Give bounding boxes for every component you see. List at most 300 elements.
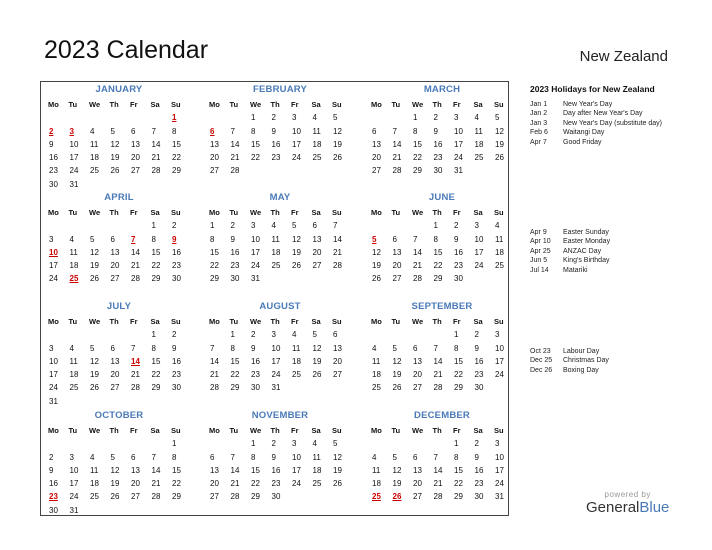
- day-cell: 4: [69, 343, 74, 353]
- day-cell: 27: [413, 383, 422, 393]
- holiday-date: Dec 25: [530, 357, 553, 365]
- day-cell: 1: [454, 439, 459, 449]
- day-cell: 27: [372, 166, 381, 176]
- day-cell: 21: [210, 370, 219, 380]
- holiday-name: Easter Sunday: [563, 229, 609, 236]
- month-grid: [206, 315, 354, 395]
- weekday-header: Th: [109, 208, 119, 217]
- empty-cell: [148, 437, 169, 450]
- day-cell: 20: [131, 479, 140, 489]
- day-cell: 25: [271, 261, 281, 271]
- weekday-header: Sa: [150, 317, 160, 326]
- day-cell: 13: [131, 139, 140, 149]
- day-cell: 24: [495, 370, 504, 380]
- weekday-header: Sa: [311, 317, 321, 326]
- day-cell: 15: [433, 247, 443, 257]
- day-cell: 6: [413, 343, 418, 353]
- day-cell: 30: [172, 383, 181, 393]
- day-cell: 17: [49, 261, 58, 271]
- day-cell: 19: [312, 356, 322, 366]
- day-cell: 22: [230, 370, 240, 380]
- holiday-date: Feb 6: [530, 129, 548, 137]
- day-cell: 1: [251, 439, 256, 449]
- day-cell: 8: [151, 234, 156, 244]
- day-cell: 5: [90, 234, 95, 244]
- day-cell: 16: [433, 139, 443, 149]
- holiday-day-cell: 14: [131, 356, 140, 366]
- day-cell: 19: [90, 370, 99, 380]
- weekday-header: Su: [171, 100, 181, 109]
- day-cell: 25: [474, 153, 484, 163]
- day-cell: 17: [292, 465, 301, 475]
- day-cell: 6: [413, 452, 418, 462]
- empty-cell: [45, 219, 66, 232]
- month-september: [368, 300, 516, 395]
- day-cell: 13: [372, 139, 381, 149]
- day-cell: 18: [69, 261, 79, 271]
- day-cell: 5: [333, 113, 338, 123]
- day-cell: 6: [110, 343, 115, 353]
- day-cell: 16: [172, 247, 181, 257]
- day-cell: 14: [413, 247, 422, 257]
- weekday-header: Fr: [130, 426, 138, 435]
- day-cell: 7: [230, 126, 235, 136]
- day-cell: 2: [474, 330, 479, 340]
- day-cell: 4: [292, 330, 297, 340]
- day-cell: 29: [210, 274, 219, 284]
- empty-cell: [107, 111, 128, 124]
- day-cell: 26: [312, 370, 322, 380]
- holidays-title: 2023 Holidays for New Zealand: [530, 84, 655, 94]
- day-cell: 19: [333, 465, 342, 475]
- empty-cell: [389, 437, 410, 450]
- day-cell: 7: [151, 452, 156, 462]
- day-cell: 7: [392, 126, 397, 136]
- day-cell: 10: [69, 465, 79, 475]
- day-cell: 23: [49, 166, 58, 176]
- day-cell: 8: [454, 452, 459, 462]
- weekday-header: Fr: [453, 317, 461, 326]
- empty-cell: [227, 111, 248, 124]
- weekday-header: Sa: [473, 426, 483, 435]
- day-cell: 19: [392, 370, 402, 380]
- day-cell: 2: [454, 221, 459, 231]
- day-cell: 29: [454, 383, 463, 393]
- weekday-header: Th: [270, 100, 280, 109]
- day-cell: 10: [495, 452, 504, 462]
- day-cell: 13: [210, 139, 219, 149]
- day-cell: 14: [433, 356, 443, 366]
- day-cell: 14: [230, 465, 240, 475]
- weekday-header: Mo: [371, 317, 382, 326]
- weekday-header: We: [250, 100, 262, 109]
- holiday-name: ANZAC Day: [563, 247, 602, 255]
- day-cell: 19: [333, 139, 342, 149]
- day-cell: 25: [495, 261, 504, 271]
- day-cell: 18: [292, 356, 301, 366]
- day-cell: 28: [151, 166, 161, 176]
- month-may: [206, 191, 354, 286]
- day-cell: 28: [333, 261, 342, 271]
- day-cell: 23: [271, 153, 281, 163]
- weekday-header: Th: [109, 317, 119, 326]
- day-cell: 20: [392, 261, 402, 271]
- day-cell: 18: [474, 139, 484, 149]
- day-cell: 9: [49, 465, 54, 475]
- day-cell: 29: [172, 166, 181, 176]
- day-cell: 21: [433, 479, 443, 489]
- weekday-header: Mo: [48, 208, 59, 217]
- day-cell: 17: [251, 247, 260, 257]
- day-cell: 27: [110, 383, 120, 393]
- weekday-header: Fr: [130, 100, 138, 109]
- holiday-name: Matariki: [563, 266, 588, 274]
- weekday-header: Th: [109, 100, 119, 109]
- day-cell: 31: [69, 179, 79, 189]
- day-cell: 19: [292, 247, 301, 257]
- day-cell: 26: [495, 153, 504, 163]
- empty-cell: [127, 328, 148, 341]
- day-cell: 14: [333, 234, 342, 244]
- empty-cell: [86, 437, 107, 450]
- day-cell: 19: [90, 261, 99, 271]
- month-june: [368, 191, 516, 286]
- day-cell: 16: [49, 479, 58, 489]
- day-cell: 29: [433, 274, 443, 284]
- day-cell: 22: [251, 479, 260, 489]
- day-cell: 27: [413, 492, 422, 502]
- day-cell: 23: [474, 479, 484, 489]
- day-cell: 27: [392, 274, 402, 284]
- day-cell: 14: [433, 465, 443, 475]
- day-cell: 30: [251, 383, 260, 393]
- weekday-header: Su: [171, 426, 181, 435]
- day-cell: 20: [333, 356, 342, 366]
- day-cell: 30: [454, 274, 463, 284]
- day-cell: 18: [372, 479, 381, 489]
- empty-cell: [368, 111, 389, 124]
- day-cell: 4: [90, 452, 95, 462]
- day-cell: 24: [495, 479, 504, 489]
- day-cell: 5: [292, 221, 297, 231]
- empty-cell: [66, 437, 87, 450]
- weekday-header: Th: [432, 426, 442, 435]
- day-cell: 9: [454, 234, 459, 244]
- day-cell: 31: [271, 383, 281, 393]
- holiday-date: Jan 2: [530, 110, 548, 118]
- month-grid: [368, 206, 516, 286]
- holiday-item: [530, 256, 680, 265]
- day-cell: 17: [495, 465, 504, 475]
- day-cell: 4: [372, 343, 377, 353]
- day-cell: 17: [271, 356, 281, 366]
- day-cell: 30: [474, 492, 484, 502]
- day-cell: 26: [292, 261, 301, 271]
- day-cell: 28: [131, 274, 140, 284]
- day-cell: 23: [474, 370, 484, 380]
- calendar-frame: [40, 81, 509, 516]
- month-name: AUGUST: [259, 301, 301, 312]
- brand-logo[interactable]: [586, 490, 669, 516]
- day-cell: 28: [151, 492, 161, 502]
- day-cell: 18: [90, 153, 99, 163]
- day-cell: 7: [131, 343, 136, 353]
- day-cell: 13: [131, 465, 140, 475]
- weekday-header: Sa: [150, 208, 160, 217]
- weekday-header: Tu: [229, 208, 239, 217]
- day-cell: 29: [151, 383, 161, 393]
- day-cell: 16: [454, 247, 463, 257]
- day-cell: 12: [292, 234, 301, 244]
- day-cell: 8: [413, 126, 418, 136]
- day-cell: 23: [172, 261, 181, 271]
- day-cell: 22: [151, 261, 161, 271]
- weekday-header: Fr: [453, 100, 461, 109]
- day-cell: 15: [454, 465, 463, 475]
- day-cell: 13: [312, 234, 322, 244]
- day-cell: 14: [210, 356, 219, 366]
- day-cell: 5: [392, 343, 397, 353]
- day-cell: 11: [69, 356, 78, 366]
- day-cell: 27: [110, 274, 120, 284]
- day-cell: 1: [210, 221, 215, 231]
- day-cell: 7: [210, 343, 215, 353]
- empty-cell: [389, 219, 410, 232]
- day-cell: 2: [474, 439, 479, 449]
- empty-cell: [86, 111, 107, 124]
- day-cell: 10: [495, 343, 504, 353]
- day-cell: 26: [333, 153, 342, 163]
- holiday-name: Day after New Year's Day: [563, 110, 643, 118]
- holiday-day-cell: 25: [372, 492, 381, 502]
- day-cell: 13: [413, 356, 422, 366]
- day-cell: 16: [172, 356, 181, 366]
- day-cell: 5: [110, 452, 115, 462]
- day-cell: 17: [454, 139, 463, 149]
- day-cell: 2: [172, 330, 177, 340]
- day-cell: 21: [413, 261, 422, 271]
- day-cell: 20: [413, 370, 422, 380]
- day-cell: 22: [151, 370, 161, 380]
- weekday-header: Sa: [150, 100, 160, 109]
- weekday-header: Su: [494, 208, 504, 217]
- month-grid: [206, 98, 354, 178]
- day-cell: 2: [49, 452, 54, 462]
- holiday-item: [530, 138, 680, 147]
- day-cell: 1: [433, 221, 438, 231]
- month-grid: [368, 98, 516, 178]
- powered-by-text: powered by: [604, 490, 651, 499]
- day-cell: 9: [230, 234, 235, 244]
- day-cell: 9: [474, 452, 479, 462]
- day-cell: 7: [413, 234, 418, 244]
- weekday-header: Th: [109, 426, 119, 435]
- month-grid: [45, 424, 193, 517]
- weekday-header: Sa: [311, 100, 321, 109]
- empty-cell: [409, 219, 430, 232]
- weekday-header: Sa: [473, 317, 483, 326]
- day-cell: 9: [271, 126, 276, 136]
- day-cell: 8: [230, 343, 235, 353]
- month-name: JANUARY: [95, 84, 143, 95]
- day-cell: 12: [372, 247, 381, 257]
- day-cell: 5: [90, 343, 95, 353]
- month-grid: [368, 424, 516, 504]
- day-cell: 27: [131, 166, 140, 176]
- holiday-date: Apr 10: [530, 238, 551, 246]
- month-name: OCTOBER: [94, 410, 144, 421]
- day-cell: 5: [110, 126, 115, 136]
- day-cell: 13: [333, 343, 342, 353]
- day-cell: 30: [49, 505, 58, 515]
- day-cell: 12: [333, 126, 342, 136]
- day-cell: 11: [372, 465, 381, 475]
- holiday-item: [530, 366, 680, 375]
- month-name: SEPTEMBER: [411, 301, 473, 312]
- day-cell: 30: [172, 274, 181, 284]
- holiday-item: [530, 128, 680, 137]
- day-cell: 21: [433, 370, 443, 380]
- holiday-name: Labour Day: [563, 348, 600, 355]
- holiday-list-q1: [530, 100, 680, 147]
- weekday-header: Tu: [391, 208, 401, 217]
- day-cell: 3: [292, 113, 297, 123]
- empty-cell: [45, 328, 66, 341]
- day-cell: 2: [251, 330, 256, 340]
- weekday-header: We: [412, 317, 424, 326]
- holiday-date: Apr 9: [530, 229, 547, 236]
- day-cell: 3: [292, 439, 297, 449]
- day-cell: 15: [151, 247, 161, 257]
- holiday-day-cell: 7: [131, 234, 136, 244]
- empty-cell: [86, 219, 107, 232]
- day-cell: 18: [312, 139, 322, 149]
- day-cell: 29: [151, 274, 161, 284]
- day-cell: 20: [413, 479, 422, 489]
- weekday-header: Th: [432, 317, 442, 326]
- day-cell: 25: [90, 492, 99, 502]
- month-april: [45, 191, 193, 286]
- day-cell: 26: [392, 383, 402, 393]
- day-cell: 22: [454, 370, 463, 380]
- weekday-header: Mo: [371, 208, 382, 217]
- day-cell: 5: [495, 113, 500, 123]
- day-cell: 18: [372, 370, 381, 380]
- month-grid: [45, 206, 193, 286]
- day-cell: 15: [454, 356, 463, 366]
- day-cell: 16: [474, 356, 484, 366]
- month-march: [368, 83, 516, 178]
- holiday-item: [530, 247, 680, 256]
- day-cell: 3: [495, 439, 500, 449]
- day-cell: 6: [372, 126, 377, 136]
- holiday-day-cell: 1: [172, 113, 177, 123]
- month-name: FEBRUARY: [252, 84, 308, 95]
- day-cell: 8: [210, 234, 215, 244]
- day-cell: 15: [172, 465, 181, 475]
- day-cell: 30: [49, 179, 58, 189]
- holiday-day-cell: 6: [210, 126, 215, 136]
- month-november: [206, 409, 354, 504]
- day-cell: 29: [454, 492, 463, 502]
- day-cell: 14: [151, 139, 161, 149]
- month-grid: [206, 206, 354, 286]
- day-cell: 24: [49, 383, 58, 393]
- day-cell: 13: [413, 465, 422, 475]
- day-cell: 5: [312, 330, 317, 340]
- day-cell: 10: [251, 234, 260, 244]
- day-cell: 30: [433, 166, 443, 176]
- weekday-header: We: [89, 100, 101, 109]
- day-cell: 9: [172, 343, 177, 353]
- day-cell: 3: [454, 113, 459, 123]
- day-cell: 17: [69, 479, 79, 489]
- day-cell: 24: [271, 370, 281, 380]
- holiday-day-cell: 23: [49, 492, 58, 502]
- weekday-header: Tu: [68, 317, 78, 326]
- day-cell: 11: [271, 234, 280, 244]
- holiday-date: Jan 3: [530, 119, 548, 127]
- day-cell: 15: [210, 247, 219, 257]
- weekday-header: Su: [332, 426, 342, 435]
- month-name: DECEMBER: [414, 410, 470, 421]
- holiday-item: [530, 266, 680, 275]
- day-cell: 25: [69, 383, 79, 393]
- weekday-header: Sa: [311, 208, 321, 217]
- day-cell: 21: [151, 153, 161, 163]
- day-cell: 28: [210, 383, 219, 393]
- month-name: MARCH: [423, 84, 461, 95]
- day-cell: 20: [210, 479, 219, 489]
- day-cell: 23: [454, 261, 463, 271]
- country-label: New Zealand: [579, 48, 668, 65]
- day-cell: 30: [474, 383, 484, 393]
- day-cell: 25: [292, 370, 301, 380]
- day-cell: 17: [69, 153, 79, 163]
- day-cell: 11: [495, 234, 504, 244]
- day-cell: 23: [271, 479, 281, 489]
- day-cell: 28: [433, 383, 443, 393]
- weekday-header: Mo: [48, 100, 59, 109]
- day-cell: 6: [131, 126, 136, 136]
- day-cell: 26: [333, 479, 342, 489]
- empty-cell: [86, 328, 107, 341]
- day-cell: 7: [333, 221, 338, 231]
- day-cell: 18: [69, 370, 79, 380]
- day-cell: 9: [474, 343, 479, 353]
- day-cell: 20: [372, 153, 381, 163]
- day-cell: 14: [392, 139, 402, 149]
- day-cell: 7: [433, 452, 438, 462]
- day-cell: 22: [454, 479, 463, 489]
- day-cell: 4: [474, 113, 479, 123]
- holiday-day-cell: 3: [69, 126, 74, 136]
- weekday-header: Mo: [209, 100, 220, 109]
- month-december: [368, 409, 516, 504]
- day-cell: 4: [90, 126, 95, 136]
- weekday-header: Th: [432, 208, 442, 217]
- day-cell: 28: [392, 166, 402, 176]
- weekday-header: Su: [171, 208, 181, 217]
- day-cell: 17: [495, 356, 504, 366]
- weekday-header: Tu: [391, 100, 401, 109]
- holiday-name: Easter Monday: [563, 238, 611, 246]
- day-cell: 3: [251, 221, 256, 231]
- day-cell: 10: [292, 452, 301, 462]
- day-cell: 6: [392, 234, 397, 244]
- holiday-day-cell: 9: [172, 234, 177, 244]
- weekday-header: Mo: [371, 426, 382, 435]
